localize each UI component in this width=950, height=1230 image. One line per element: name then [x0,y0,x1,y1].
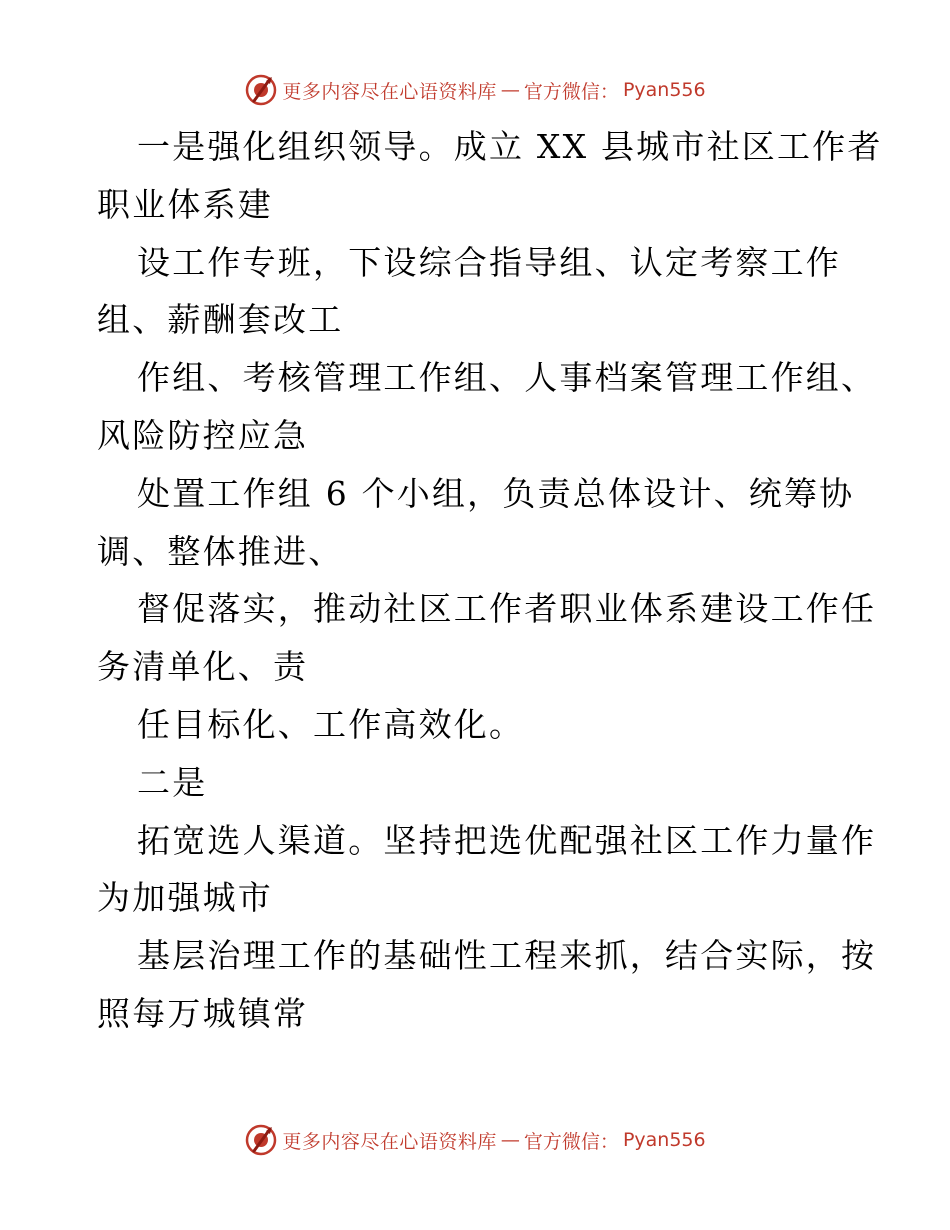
text-line: 为加强城市 [97,878,273,918]
logo-badge-icon [244,73,278,107]
header-watermark [0,70,950,110]
footer-watermark [0,1120,950,1160]
watermark-separator: — [500,1129,520,1151]
text-line: 任目标化、工作高效化。 [137,704,525,744]
text-line: 组、薪酬套改工 [97,300,344,340]
text-line: 职业体系建 [97,184,273,224]
watermark-site-text: 更多内容尽在心语资料库 [282,80,497,103]
text-line: 拓宽选人渠道。坚持把选优配强社区工作力量作 [137,820,877,860]
text-line: 督促落实，推动社区工作者职业体系建设工作任 [137,589,877,629]
text-line: 基层治理工作的基础性工程来抓，结合实际，按 [137,936,877,976]
text-line: 照每万城镇常 [97,993,309,1033]
watermark-site-text: 更多内容尽在心语资料库 [282,1130,497,1153]
watermark-wechat-label: 官方微信： [523,80,619,103]
watermark-wechat-label: 官方微信： [523,1130,619,1153]
text-line: 处置工作组 6 个小组，负责总体设计、统筹协 [137,473,855,513]
text-line: 风险防控应急 [97,415,309,455]
text-line: 作组、考核管理工作组、人事档案管理工作组、 [137,358,877,398]
text-line: 设工作专班，下设综合指导组、认定考察工作 [137,242,841,282]
logo-badge-icon [244,1123,278,1157]
text-line: 务清单化、责 [97,647,309,687]
watermark-separator: — [500,79,520,101]
document-body [97,118,883,1043]
text-line: 一是强化组织领导。成立 XX 县城市社区工作者 [137,127,883,166]
watermark-wechat-id: Pyan556 [622,79,706,101]
text-line: 调、整体推进、 [97,531,344,571]
text-line: 二是 [137,762,208,802]
watermark-wechat-id: Pyan556 [622,1129,706,1151]
